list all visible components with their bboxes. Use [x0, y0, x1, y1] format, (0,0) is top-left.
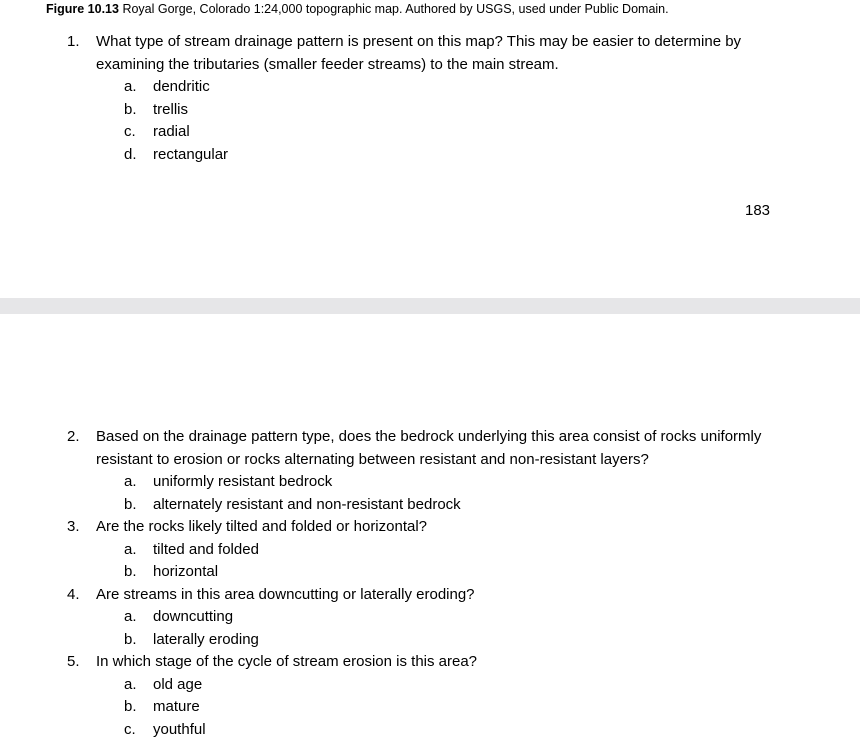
question-text: In which stage of the cycle of stream erosion is this area?	[96, 653, 478, 670]
question-text: Based on the drainage pattern type, does the bedrock underlying this area consist of rocks uniformly resistant to erosion or rocks alternating between resistant and non-resistant layers?	[96, 428, 762, 468]
option-letter: a.	[124, 540, 137, 558]
question-text: Are the rocks likely tilted and folded or horizontal?	[96, 518, 428, 535]
question-4	[0, 584, 776, 652]
question-number: 2.	[67, 428, 80, 445]
option-text: horizontal	[153, 563, 219, 580]
option-text: radial	[153, 123, 190, 140]
option-text: rectangular	[153, 145, 229, 163]
option-letter: d.	[124, 145, 137, 163]
figure-caption	[46, 1, 669, 17]
page-number: 183	[745, 202, 771, 219]
option-letter: b.	[124, 563, 137, 580]
answer-option	[0, 539, 776, 562]
option-letter: a.	[124, 78, 137, 95]
option-text: mature	[153, 698, 200, 715]
question-number: 5.	[67, 653, 80, 670]
question-number: 1.	[67, 33, 80, 50]
option-text: uniformly resistant bedrock	[153, 473, 333, 490]
question-text: Are streams in this area downcutting or laterally eroding?	[96, 585, 475, 603]
option-text: youthful	[153, 720, 206, 738]
answer-option	[0, 76, 776, 99]
option-letter: a.	[124, 608, 137, 625]
option-letter: b.	[124, 698, 137, 715]
question-number: 3.	[67, 518, 80, 535]
option-text: tilted and folded	[153, 540, 259, 558]
option-letter: a.	[124, 473, 137, 490]
answer-option	[0, 606, 776, 629]
option-text: trellis	[153, 100, 189, 118]
option-letter: b.	[124, 495, 137, 513]
figure-label: Figure 10.13	[46, 2, 119, 16]
answer-option	[0, 696, 776, 719]
answer-option	[0, 719, 776, 742]
option-text: alternately resistant and non-resistant bedrock	[153, 495, 461, 513]
questions-list	[0, 426, 776, 741]
answer-option	[0, 561, 776, 584]
option-letter: c.	[124, 720, 136, 738]
answer-option	[0, 99, 776, 122]
answer-option	[0, 144, 776, 167]
question-number: 4.	[67, 585, 80, 603]
answer-option	[0, 471, 776, 494]
question-text: What type of stream drainage pattern is present on this map? This may be easier to determine by examining the tributaries (smaller feeder streams) to the main stream.	[96, 33, 742, 73]
answer-option	[0, 674, 776, 697]
option-text: laterally eroding	[153, 630, 259, 648]
page-separator	[0, 298, 860, 314]
answer-option	[0, 494, 776, 517]
option-text: old age	[153, 675, 203, 693]
option-letter: a.	[124, 675, 137, 693]
question-3	[0, 516, 776, 584]
figure-caption-text: Royal Gorge, Colorado 1:24,000 topographic map. Authored by USGS, used under Public Domain.	[122, 2, 669, 16]
option-letter: b.	[124, 630, 137, 648]
option-text: dendritic	[153, 78, 210, 95]
question-2	[0, 426, 776, 516]
question-5	[0, 651, 776, 741]
option-letter: b.	[124, 100, 137, 118]
question-1	[0, 31, 776, 166]
option-letter: c.	[124, 123, 136, 140]
option-text: downcutting	[153, 608, 234, 625]
answer-option	[0, 629, 776, 652]
answer-option	[0, 121, 776, 144]
